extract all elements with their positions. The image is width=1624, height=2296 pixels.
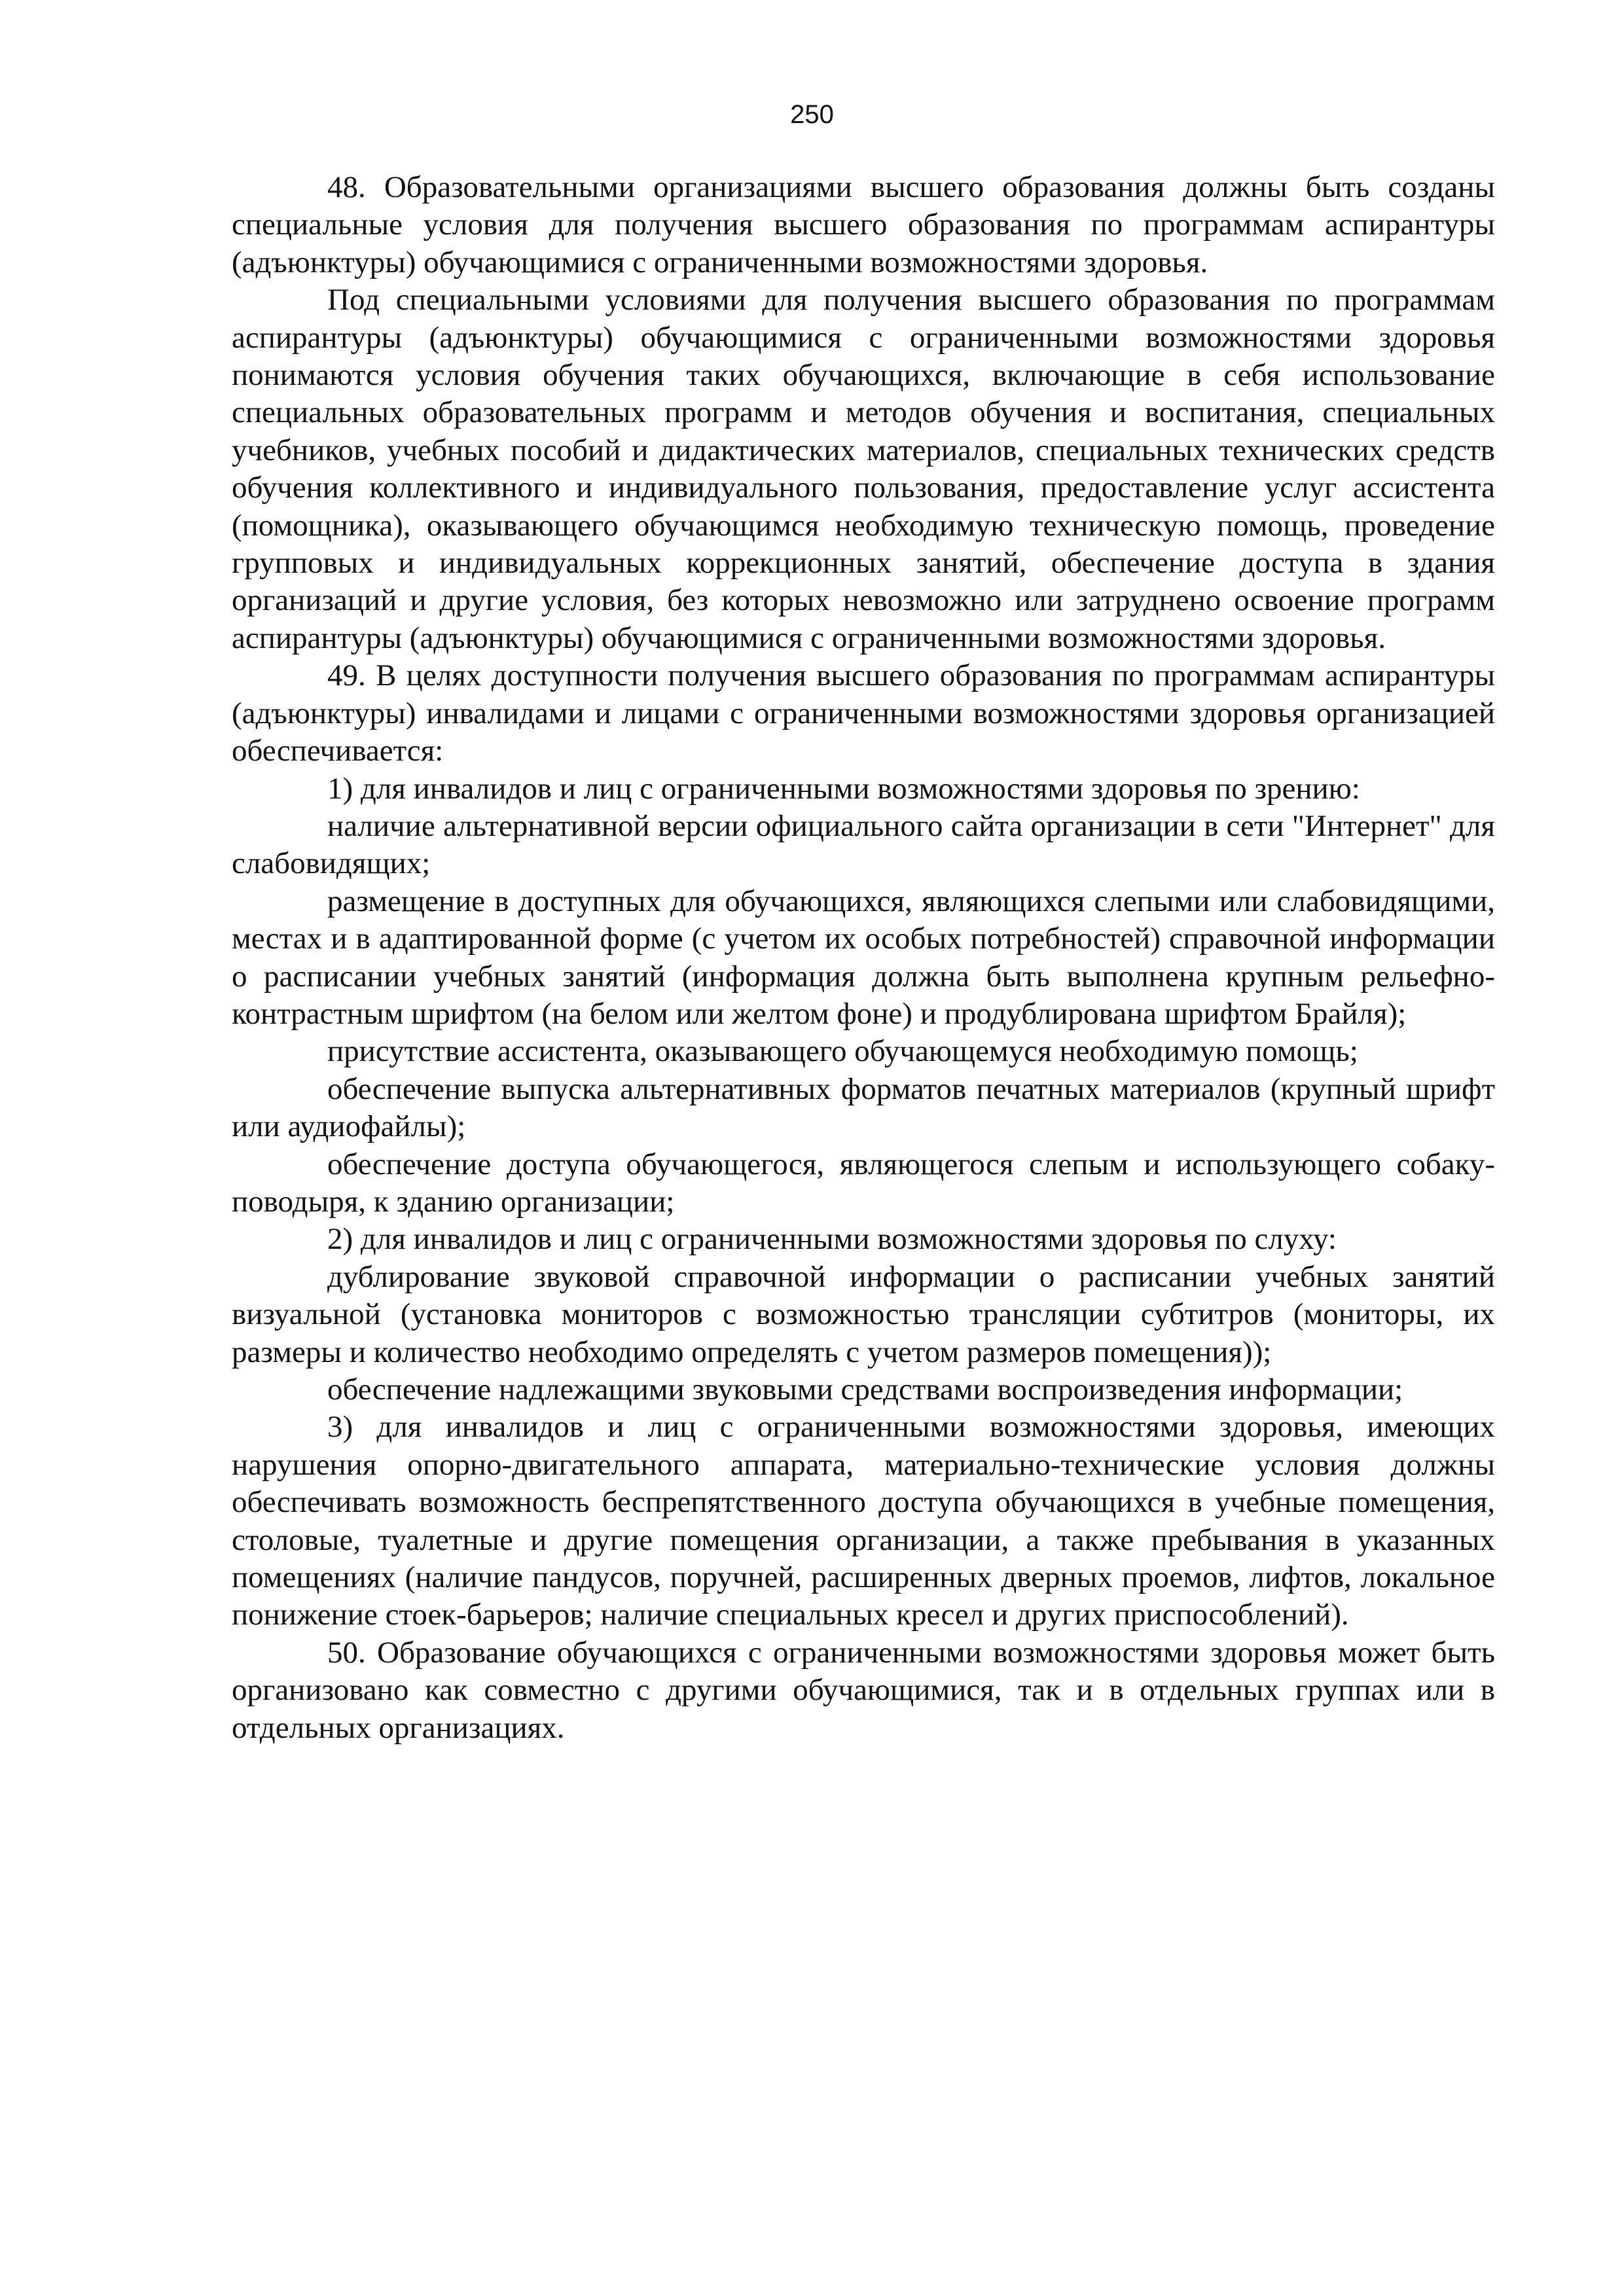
document-body	[232, 169, 1495, 1747]
list-item-musculoskeletal: 3) для инвалидов и лиц с ограниченными возможностями здоровья, имеющих нарушения опорно-двигательного аппарата, материально-технические условия должны обеспечивать возможность беспрепятственного доступа обучающихся в учебные помещения, столовые, туалетные и другие помещения организации, а также пребывания в указанных помещениях (наличие пандусов, поручней, расширенных дверных проемов, лифтов, локальное понижение стоек-барьеров; наличие специальных кресел и других приспособлений).	[232, 1410, 1495, 1632]
list-item-sound-means: обеспечение надлежащими звуковыми средствами воспроизведения информации;	[327, 1372, 1403, 1407]
list-item-visual-duplication: дублирование звуковой справочной информации о расписании учебных занятий визуальной (установка мониторов с возможностью трансляции субтитров (мониторы, их размеры и количество необходимо определять с учетом размеров помещения));	[232, 1259, 1495, 1369]
list-item-alt-website: наличие альтернативной версии официального сайта организации в сети "Интернет" для слабовидящих;	[232, 808, 1495, 881]
paragraph-49: 49. В целях доступности получения высшего образования по программам аспирантуры (адъюнктуры) инвалидами и лицами с ограниченными возможностями здоровья организацией обеспечивается:	[232, 658, 1495, 768]
list-item-hearing-heading: 2) для инвалидов и лиц с ограниченными возможностями здоровья по слуху:	[327, 1222, 1337, 1257]
list-item-schedule-info: размещение в доступных для обучающихся, являющихся слепыми или слабовидящими, местах и в адаптированной форме (с учетом их особых потребностей) справочной информации о расписании учебных занятий (информация должна быть выполнена крупным рельефно-контрастным шрифтом (на белом или желтом фоне) и продублирована шрифтом Брайля);	[232, 884, 1495, 1031]
page-number: 250	[790, 100, 834, 129]
paragraph-48: 48. Образовательными организациями высшего образования должны быть созданы специальные условия для получения высшего образования по программам аспирантуры (адъюнктуры) обучающимися с ограниченными возможностями здоровья.	[232, 170, 1495, 279]
list-item-assistant: присутствие ассистента, оказывающего обучающемуся необходимую помощь;	[327, 1034, 1358, 1069]
paragraph-special-conditions: Под специальными условиями для получения высшего образования по программам аспирантуры (адъюнктуры) обучающимися с ограниченными возможностями здоровья понимаются условия обучения таких обучающихся, включающие в себя использование специальных образовательных программ и методов обучения и воспитания, специальных учебников, учебных пособий и дидактических материалов, специальных технических средств обучения коллективного и индивидуального пользования, предоставление услуг ассистента (помощника), оказывающего обучающимся необходимую техническую помощь, проведение групповых и индивидуальных коррекционных занятий, обеспечение доступа в здания организаций и другие условия, без которых невозможно или затруднено освоение программ аспирантуры (адъюнктуры) обучающимися с ограниченными возможностями здоровья.	[232, 283, 1495, 655]
list-item-alt-formats: обеспечение выпуска альтернативных форматов печатных материалов (крупный шрифт или аудиофайлы);	[232, 1071, 1495, 1144]
paragraph-50: 50. Образование обучающихся с ограниченными возможностями здоровья может быть организовано как совместно с другими обучающимися, так и в отдельных группах или в отдельных организациях.	[232, 1635, 1495, 1745]
list-item-vision-heading: 1) для инвалидов и лиц с ограниченными возможностями здоровья по зрению:	[327, 771, 1360, 806]
list-item-guide-dog: обеспечение доступа обучающегося, являющегося слепым и использующего собаку-поводыря, к зданию организации;	[232, 1147, 1495, 1219]
